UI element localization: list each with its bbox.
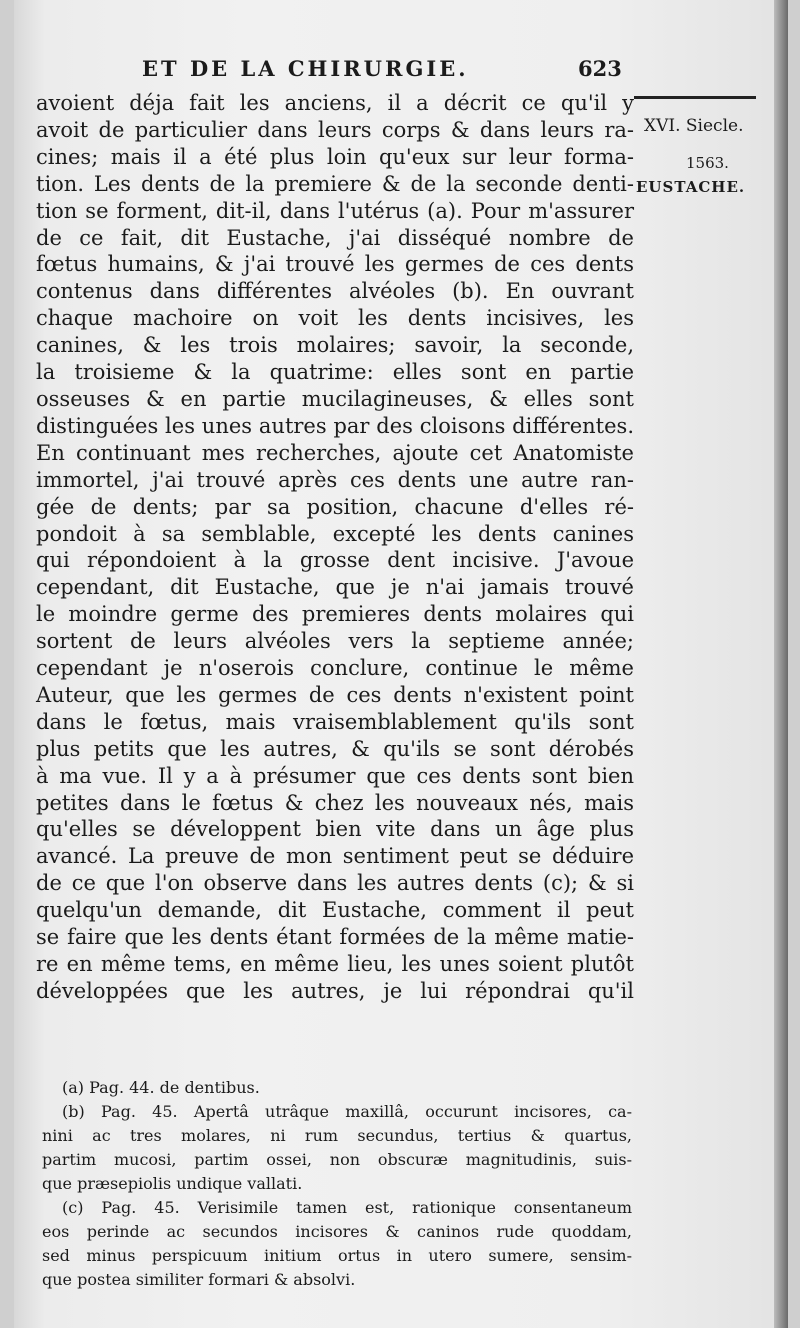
text-line: le moindre germe des premieres dents molaires qui	[36, 602, 634, 627]
footnote-a: (a) Pag. 44. de dentibus.	[62, 1078, 260, 1097]
footnote-b: (b) Pag. 45. Apertâ utrâque maxillâ, occurunt incisores, ca-	[62, 1102, 632, 1121]
text-line: sortent de leurs alvéoles vers la septieme année;	[36, 629, 634, 654]
page-number: 623	[578, 56, 622, 81]
footnote-b-cont: partim mucosi, partim ossei, non obscuræ magnitudinis, suis-	[42, 1150, 632, 1169]
text-line: pondoit à sa semblable, excepté les dents canines	[36, 521, 634, 546]
text-line: osseuses & en partie mucilagineuses, & elles sont	[36, 386, 634, 411]
footnote-c-cont: eos perinde ac secundos incisores & caninos rude quoddam,	[42, 1222, 632, 1241]
text-line: petites dans le fœtus & chez les nouveaux nés, mais	[36, 790, 634, 815]
text-line: distinguées les unes autres par des cloisons différentes.	[36, 413, 634, 438]
text-line: gée de dents; par sa position, chacune d'elles ré-	[36, 494, 634, 519]
text-line: En continuant mes recherches, ajoute cet Anatomiste	[36, 440, 634, 465]
text-line: tion. Les dents de la premiere & de la seconde denti-	[36, 171, 634, 196]
margin-rule	[634, 96, 756, 99]
text-line: qu'elles se développent bien vite dans un âge plus	[36, 817, 634, 842]
text-line: quelqu'un demande, dit Eustache, comment il peut	[36, 898, 634, 923]
book-page	[14, 0, 788, 1328]
text-line: qui répondoient à la grosse dent incisive. J'avoue	[36, 548, 634, 573]
text-line: de ce fait, dit Eustache, j'ai disséqué nombre de	[36, 225, 634, 250]
text-line: à ma vue. Il y a à présumer que ces dents sont bien	[36, 763, 634, 788]
footnote-c: (c) Pag. 45. Verisimile tamen est, rationique consentaneum	[62, 1198, 632, 1217]
text-line: fœtus humains, & j'ai trouvé les germes de ces dents	[36, 252, 634, 277]
margin-century: XVI. Siecle.	[644, 116, 744, 136]
text-line: avancé. La preuve de mon sentiment peut se déduire	[36, 844, 634, 869]
text-line: Auteur, que les germes de ces dents n'existent point	[36, 682, 634, 707]
text-line: re en même tems, en même lieu, les unes soient plutôt	[36, 952, 634, 976]
text-line: contenus dans différentes alvéoles (b). En ouvrant	[36, 279, 634, 304]
text-line: cependant je n'oserois conclure, continue le même	[36, 656, 634, 681]
footnote-c-cont: que postea similiter formari & absolvi.	[42, 1270, 356, 1289]
margin-author: EUSTACHE.	[636, 178, 746, 196]
text-line: immortel, j'ai trouvé après ces dents une autre ran-	[36, 467, 634, 492]
text-line: plus petits que les autres, & qu'ils se sont dérobés	[36, 736, 634, 761]
text-line: canines, & les trois molaires; savoir, la seconde,	[36, 333, 634, 358]
footnotes	[42, 1076, 632, 1292]
text-line: avoit de particulier dans leurs corps & dans leurs ra-	[36, 117, 634, 142]
text-line: cependant, dit Eustache, que je n'ai jamais trouvé	[36, 575, 634, 600]
margin-year: 1563.	[686, 154, 729, 172]
running-title: ET DE LA CHIRURGIE.	[142, 56, 469, 81]
text-line: de ce que l'on observe dans les autres dents (c); & si	[36, 871, 634, 896]
text-line: avoient déja fait les anciens, il a décrit ce qu'il y	[36, 91, 634, 115]
footnote-b-cont: que præsepiolis undique vallati.	[42, 1174, 303, 1193]
main-text	[36, 90, 634, 1005]
text-line: dans le fœtus, mais vraisemblablement qu'ils sont	[36, 709, 634, 734]
text-line: cines; mais il a été plus loin qu'eux sur leur forma-	[36, 144, 634, 169]
footnote-b-cont: nini ac tres molares, ni rum secundus, tertius & quartus,	[42, 1126, 632, 1145]
text-line: la troisieme & la quatrime: elles sont en partie	[36, 360, 634, 385]
page-edge	[774, 0, 788, 1328]
footnote-c-cont: sed minus perspicuum initium ortus in utero sumere, sensim-	[42, 1246, 632, 1265]
text-line: se faire que les dents étant formées de la même matie-	[36, 925, 634, 950]
text-line: développées que les autres, je lui répondrai qu'il	[36, 978, 634, 1003]
text-line: tion se forment, dit-il, dans l'utérus (a). Pour m'assurer	[36, 198, 634, 223]
running-head	[14, 56, 788, 86]
text-line: chaque machoire on voit les dents incisives, les	[36, 306, 634, 331]
